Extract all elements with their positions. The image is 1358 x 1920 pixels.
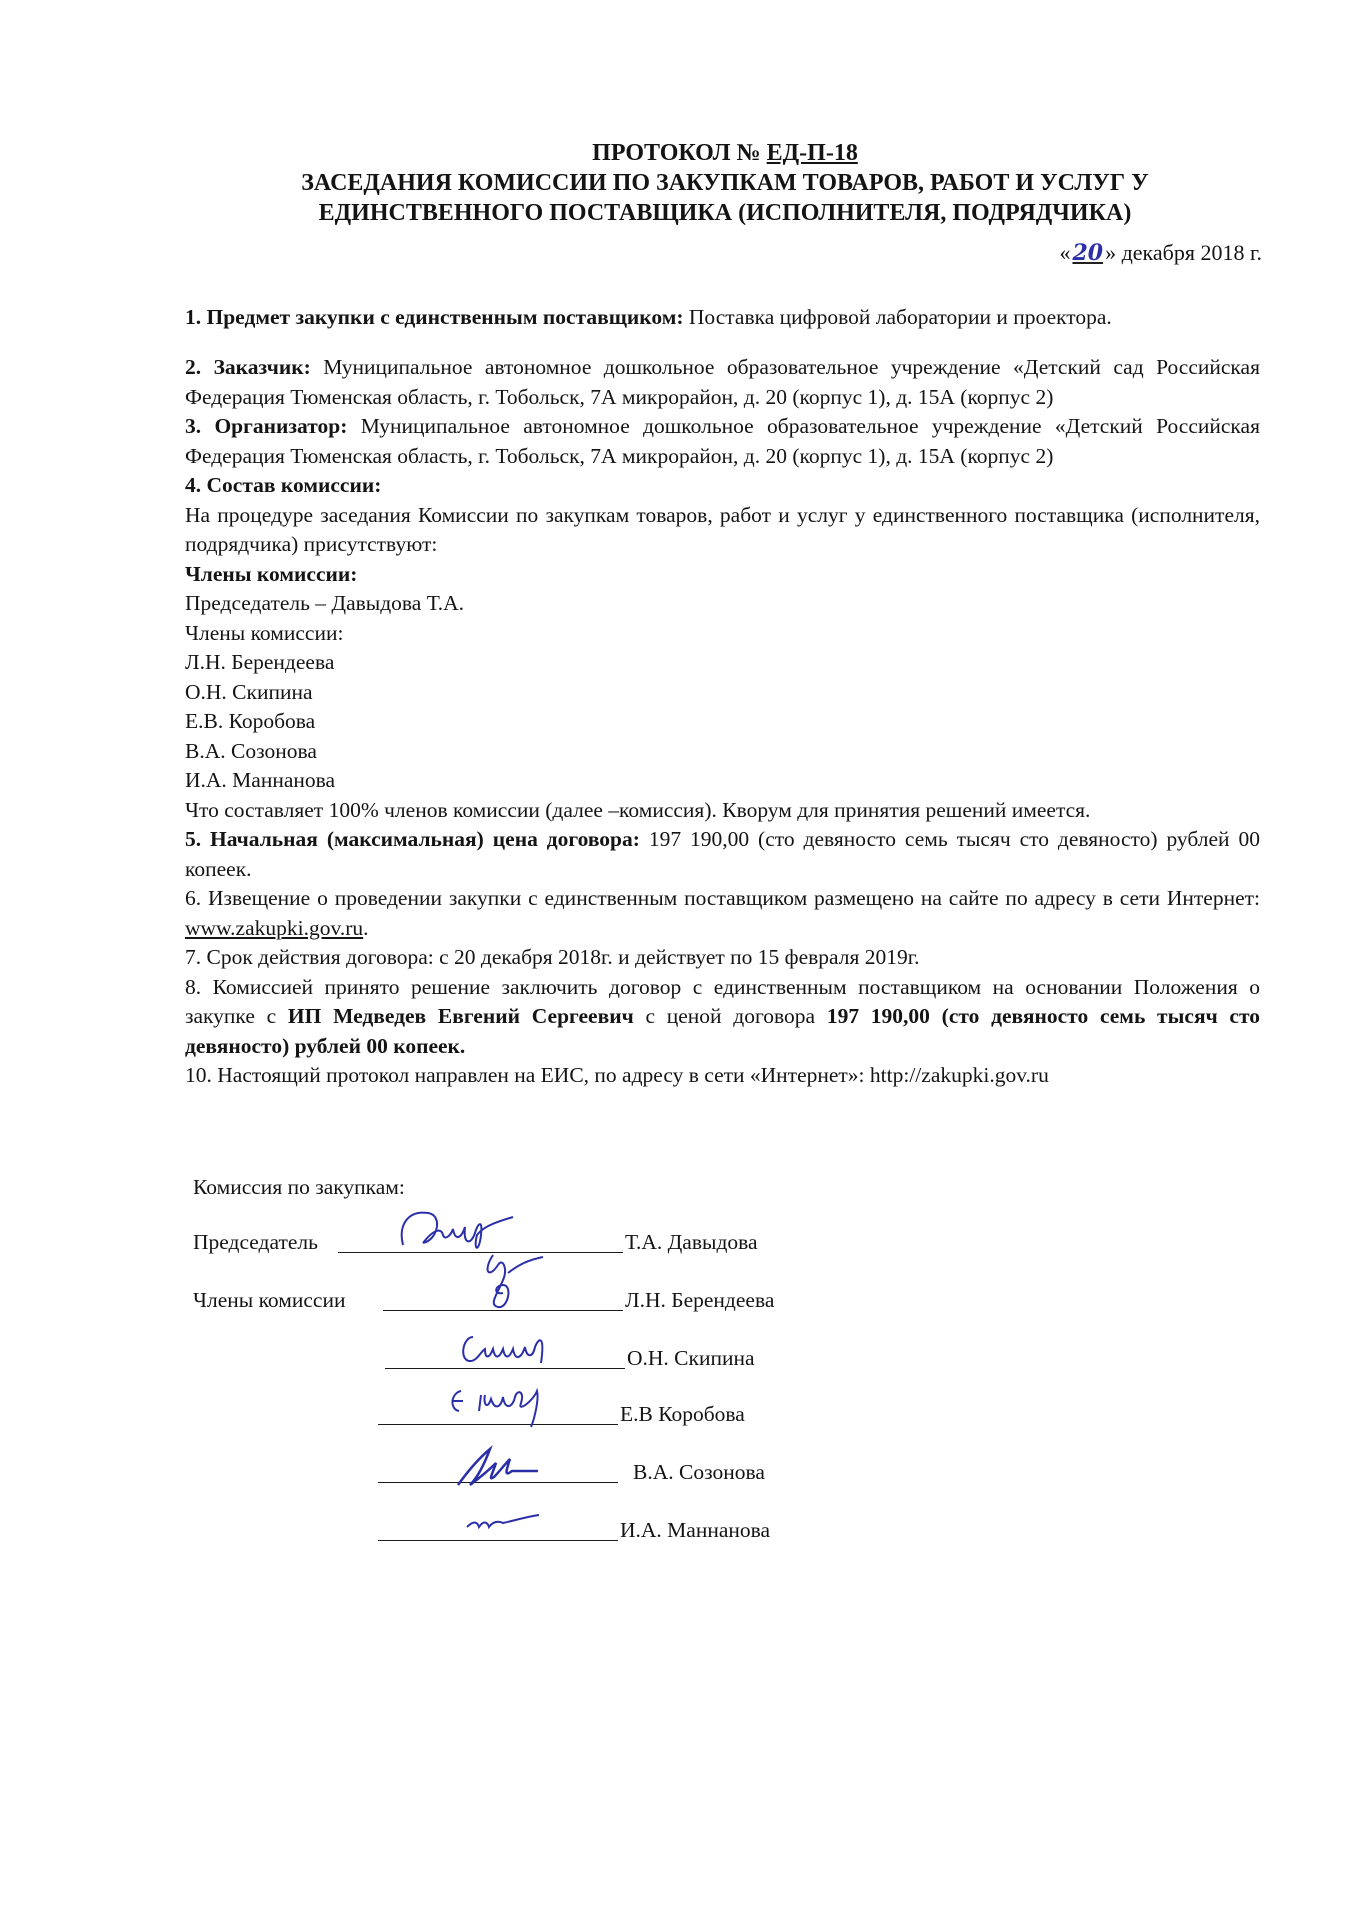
signer-name: И.А. Маннанова: [620, 1518, 771, 1542]
signature-row: [193, 1389, 893, 1433]
zakupki-link[interactable]: www.zakupki.gov.ru: [185, 915, 364, 940]
signer-name: Т.А. Давыдова: [625, 1230, 758, 1254]
signature-row: [193, 1447, 893, 1491]
section-5: 5. Начальная (максимальная) цена договора: 197 190,00 (сто девяносто семь тысяч сто девяносто) рублей 00 копеек.: [185, 827, 1260, 881]
handwritten-day: 20: [1072, 240, 1104, 266]
signature-icon: [463, 1511, 543, 1531]
members-label: Члены комиссии:: [185, 620, 344, 645]
subtitle-line-2: ЕДИНСТВЕННОГО ПОСТАВЩИКА (ИСПОЛНИТЕЛЯ, ПОДРЯДЧИКА): [318, 200, 1132, 226]
section-10: 10. Настоящий протокол направлен на ЕИС, по адресу в сети «Интернет»: http://zakupki.gov.ru: [185, 1063, 1049, 1087]
signature-icon: [473, 1245, 563, 1315]
signature-row: [193, 1275, 893, 1319]
chair-label: Председатель: [193, 1230, 318, 1254]
section-7: 7. Срок действия договора: с 20 декабря 2018г. и действует по 15 февраля 2019г.: [185, 945, 920, 969]
signature-heading: Комиссия по закупкам:: [193, 1175, 405, 1199]
protocol-title: ПРОТОКОЛ № ЕД-П-18: [592, 140, 858, 166]
section-4-heading: 4. Состав комиссии:: [185, 473, 382, 497]
document-title: [250, 138, 1200, 228]
signer-name: Е.В Коробова: [620, 1402, 745, 1426]
supplier-name: ИП Медведев Евгений Сергеевич: [287, 1004, 634, 1028]
section-1: 1. Предмет закупки с единственным поставщиком: Поставка цифровой лаборатории и проектора.: [185, 305, 1112, 329]
document-date: «20» декабря 2018 г.: [1059, 240, 1262, 266]
main-body: [185, 353, 1260, 1091]
section-6: 6. Извещение о проведении закупки с единственным поставщиком размещено на сайте по адресу в сети Интернет: www.zakupki.gov.ru.: [185, 886, 1260, 940]
signer-name: О.Н. Скипина: [627, 1346, 755, 1370]
signer-name: В.А. Созонова: [633, 1460, 765, 1484]
chair-line: Председатель – Давыдова Т.А.: [185, 591, 464, 615]
signature-icon: [448, 1441, 548, 1491]
members-heading: Члены комиссии:: [185, 561, 358, 586]
signer-name: Л.Н. Берендеева: [625, 1288, 775, 1312]
subtitle-line-1: ЗАСЕДАНИЯ КОМИССИИ ПО ЗАКУПКАМ ТОВАРОВ, РАБОТ И УСЛУГ У: [301, 170, 1149, 196]
signature-icon: [455, 1329, 565, 1369]
contract-price: 197 190,00 (сто девяносто семь тысяч сто девяносто) рублей 00 копеек.: [185, 1004, 1261, 1058]
member-item: Е.В. Коробова: [185, 709, 316, 733]
section-8: 8. Комиссией принято решение заключить договор с единственным поставщиком на основании Положения о закупке с ИП Медведев Евгений Сергеевич с ценой договора 197 190,00 (сто девяносто семь тысяч сто девяносто) рублей 00 копеек.: [185, 974, 1261, 1058]
signature-row: [193, 1333, 893, 1377]
section-2: 2. Заказчик: Муниципальное автономное дошкольное образовательное учреждение «Детский сад Российская Федерация Тюменская область, г. Тобольск, 7А микрорайон, д. 20 (корпус 1), д. 15А (корпус 2): [185, 355, 1260, 409]
section-4-text: На процедуре заседания Комиссии по закупкам товаров, работ и услуг у единственного поставщика (исполнителя, подрядчика) присутствуют:: [185, 502, 1260, 556]
member-item: В.А. Созонова: [185, 738, 317, 763]
signature-row: [193, 1505, 893, 1549]
member-item: Л.Н. Берендеева: [185, 650, 335, 674]
members-label: Члены комиссии: [193, 1288, 346, 1312]
protocol-number: ЕД-П-18: [766, 140, 858, 166]
member-item: И.А. Маннанова: [185, 768, 336, 792]
signature-icon: [443, 1381, 573, 1431]
member-item: О.Н. Скипина: [185, 679, 313, 704]
section-3: 3. Организатор: Муниципальное автономное дошкольное образовательное учреждение «Детский Российская Федерация Тюменская область, г. Тобольск, 7А микрорайон, д. 20 (корпус 1), д. 15А (корпус 2): [185, 414, 1260, 468]
quorum-text: Что составляет 100% членов комиссии (далее –комиссия). Кворум для принятия решений имеется.: [185, 797, 1091, 822]
signature-line: [378, 1540, 618, 1541]
